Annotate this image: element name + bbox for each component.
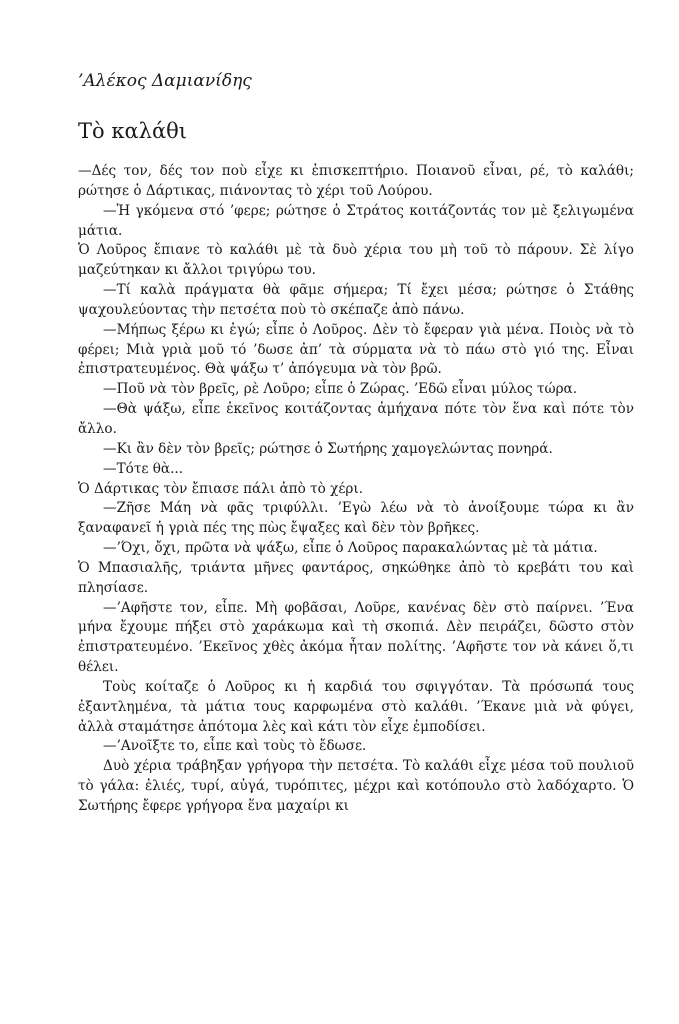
story-title: Τὸ καλάθι: [78, 119, 187, 143]
paragraph: —Θὰ ψάξω, εἶπε ἐκεῖνος κοιτάζοντας ἀμήχανα πότε τὸν ἕνα καὶ πότε τὸν ἄλλο.: [78, 401, 634, 437]
paragraph: —Ἡ γκόμενα στό ’φερε; ρώτησε ὁ Στράτος κοιτάζοντάς τον μὲ ξελιγωμένα μάτια.: [78, 202, 634, 239]
author-name: ’Αλέκος Δαμιανίδης: [78, 71, 252, 91]
paragraph: —Ζῆσε Μάη νὰ φᾶς τριφύλλι. ’Εγὼ λέω νὰ τὸ ἀνοίξουμε τώρα κι ἂν ξαναφανεῖ ἡ γριὰ πές της πὼς ἔψαξες καὶ δὲν τὸν βρῆκες.: [78, 500, 634, 537]
paragraph: —Ποῦ νὰ τὸν βρεῖς, ρὲ Λοῦρο; εἶπε ὁ Ζώρας. ’Εδῶ εἶναι μύλος τώρα.: [103, 381, 578, 398]
paragraph: Ὁ Μπασιαλῆς, τριάντα μῆνες φαντάρος, σηκώθηκε ἀπὸ τὸ κρεβάτι του καὶ πλησίασε.: [78, 559, 634, 596]
paragraph: Δυὸ χέρια τράβηξαν γρήγορα τὴν πετσέτα. Τὸ καλάθι εἶχε μέσα τοῦ πουλιοῦ τὸ γάλα: ἐλιές, τυρί, αὐγά, τυρόπιτες, μέχρι καὶ κοτόπουλο στὸ λαδόχαρτο. Ὁ Σωτήρης ἔφερε γρήγορα ἕνα μαχαίρι κι: [78, 758, 634, 814]
paragraph: Τοὺς κοίταζε ὁ Λοῦρος κι ἡ καρδιά του σφιγγόταν. Τὰ πρόσωπά τους ἐξαντλημένα, τὰ μάτια τους καρφωμένα στὸ καλάθι. ’Έκανε μιὰ νὰ φύγει, ἀλλὰ σταμάτησε ἀπότομα λὲς καὶ κάτι τὸν εἶχε ἐμποδίσει.: [78, 678, 634, 735]
paragraph: —Τί καλὰ πράγματα θὰ φᾶμε σήμερα; Τί ἔχει μέσα; ρώτησε ὁ Στάθης ψαχουλεύοντας τὴν πετσέτα ποὺ τὸ σκέπαζε ἀπὸ πάνω.: [78, 282, 634, 318]
story-body: [78, 162, 634, 817]
paragraph: —’Ανοῖξτε το, εἶπε καὶ τοὺς τὸ ἔδωσε.: [103, 738, 367, 755]
paragraph: —Μήπως ξέρω κι ἐγώ; εἶπε ὁ Λοῦρος. Δὲν τὸ ἔφεραν γιὰ μένα. Ποιὸς νὰ τὸ φέρει; Μιὰ γριὰ μοῦ τό ’δωσε ἀπ’ τὰ σύρματα νὰ τὸ πάω στὸ γιό της. Εἶναι ἐπιστρατευμένος. Θὰ ψάξω τ’ ἀπόγευμα νὰ τὸν βρῶ.: [78, 321, 634, 378]
paragraph: —’Όχι, ὄχι, πρῶτα νὰ ψάξω, εἶπε ὁ Λοῦρος παρακαλώντας μὲ τὰ μάτια.: [103, 540, 598, 557]
paragraph: —Κι ἂν δὲν τὸν βρεῖς; ρώτησε ὁ Σωτήρης χαμογελώντας πονηρά.: [103, 440, 553, 457]
paragraph: —Τότε θὰ...: [103, 460, 184, 477]
paragraph: Ὁ Δάρτικας τὸν ἔπιασε πάλι ἀπὸ τὸ χέρι.: [78, 480, 364, 497]
paragraph: —Δές τον, δές τον ποὺ εἶχε κι ἐπισκεπτήριο. Ποιανοῦ εἶναι, ρέ, τὸ καλάθι; ρώτησε ὁ Δάρτικας, πιάνοντας τὸ χέρι τοῦ Λούρου.: [78, 163, 634, 199]
paragraph: Ὁ Λοῦρος ἔπιανε τὸ καλάθι μὲ τὰ δυὸ χέρια του μὴ τοῦ τὸ πάρουν. Σὲ λίγο μαζεύτηκαν κι ἄλλοι τριγύρω του.: [78, 242, 634, 279]
paragraph: —’Αφῆστε τον, εἶπε. Μὴ φοβᾶσαι, Λοῦρε, κανένας δὲν στὸ παίρνει. ’Ένα μήνα ἔχουμε πήξει στὸ χαράκωμα καὶ τὴ σκοπιά. Δὲν πειράζει, δῶστο στὸν ἐπιστρατευμένο. ’Εκεῖνος χθὲς ἀκόμα ἦταν πολίτης. ’Αφῆστε τον νὰ κάνει ὅ,τι θέλει.: [78, 599, 634, 676]
text-page: [78, 70, 634, 817]
